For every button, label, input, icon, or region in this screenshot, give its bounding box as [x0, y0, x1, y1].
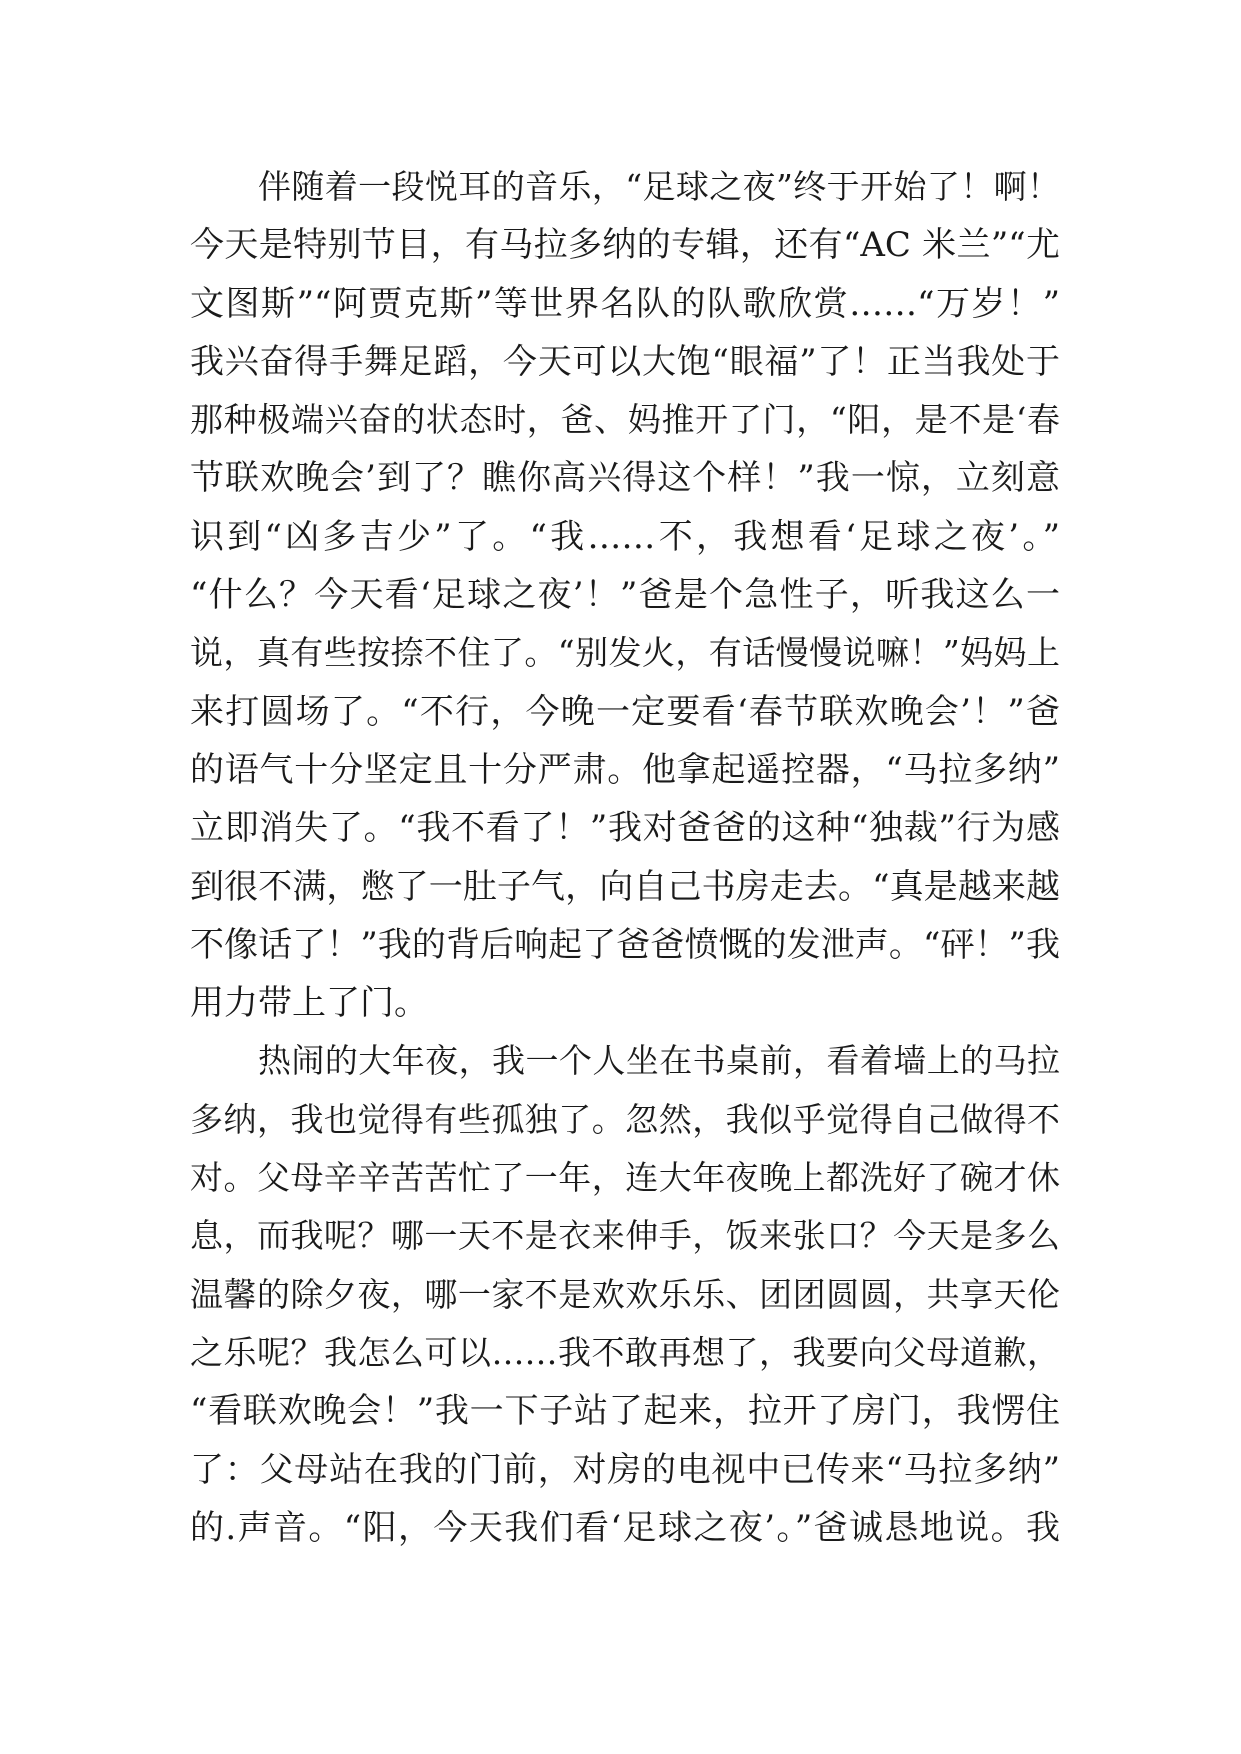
text-line: 来打圆场了。“不行，今晚一定要看‘春节联欢晚会’！”爸 [190, 691, 1060, 732]
text-line: 多纳，我也觉得有些孤独了。忽然，我似乎觉得自己做得不 [190, 1099, 1060, 1139]
text-line: 文图斯”“阿贾克斯”等世界名队的队歌欣赏……“万岁！” [190, 283, 1060, 324]
text-line: “什么？今天看‘足球之夜’！”爸是个急性子，听我这么一 [190, 575, 1060, 616]
text-line: 立即消失了。“我不看了！”我对爸爸的这种“独裁”行为感 [190, 808, 1060, 849]
text-line: 节联欢晚会’到了？瞧你高兴得这个样！”我一惊，立刻意 [190, 458, 1060, 499]
text-line: 热闹的大年夜，我一个人坐在书桌前，看着墙上的马拉 [258, 1041, 1060, 1081]
text-line: 到很不满，憋了一肚子气，向自己书房走去。“真是越来越 [190, 866, 1060, 907]
text-line: 说，真有些按捺不住了。“别发火，有话慢慢说嘛！”妈妈上 [190, 633, 1060, 673]
text-line: 我兴奋得手舞足蹈，今天可以大饱“眼福”了！正当我处于 [190, 341, 1060, 382]
paragraph-1 [190, 158, 1060, 1032]
body-text [190, 158, 1060, 1557]
text-line: 的语气十分坚定且十分严肃。他拿起遥控器，“马拉多纳” [190, 749, 1060, 790]
text-line: 不像话了！”我的背后响起了爸爸愤慨的发泄声。“砰！”我 [190, 924, 1060, 965]
text-line: 识到“凶多吉少”了。“我……不，我想看‘足球之夜’。” [190, 516, 1060, 557]
text-line: 那种极端兴奋的状态时，爸、妈推开了门，“阳，是不是‘春 [190, 400, 1060, 440]
text-line: 用力带上了门。 [190, 983, 428, 1024]
text-line: “看联欢晚会！”我一下子站了起来，拉开了房门，我愣住 [190, 1391, 1060, 1432]
text-line: 今天是特别节目，有马拉多纳的专辑，还有“AC 米兰”“尤 [190, 225, 1060, 266]
text-line: 之乐呢？我怎么可以……我不敢再想了，我要向父母道歉， [190, 1332, 1060, 1372]
text-line: 了：父母站在我的门前，对房的电视中已传来“马拉多纳” [190, 1449, 1060, 1490]
text-line: 的.声音。“阳，今天我们看‘足球之夜’。”爸诚恳地说。我 [190, 1507, 1060, 1548]
text-line: 对。父母辛辛苦苦忙了一年，连大年夜晚上都洗好了碗才休 [190, 1158, 1060, 1198]
text-line: 温馨的除夕夜，哪一家不是欢欢乐乐、团团圆圆，共享天伦 [190, 1274, 1060, 1314]
text-line: 息，而我呢？哪一天不是衣来伸手，饭来张口？今天是多么 [190, 1216, 1060, 1256]
text-line: 伴随着一段悦耳的音乐，“足球之夜”终于开始了！啊！ [258, 167, 1060, 206]
paragraph-2 [190, 1032, 1060, 1557]
